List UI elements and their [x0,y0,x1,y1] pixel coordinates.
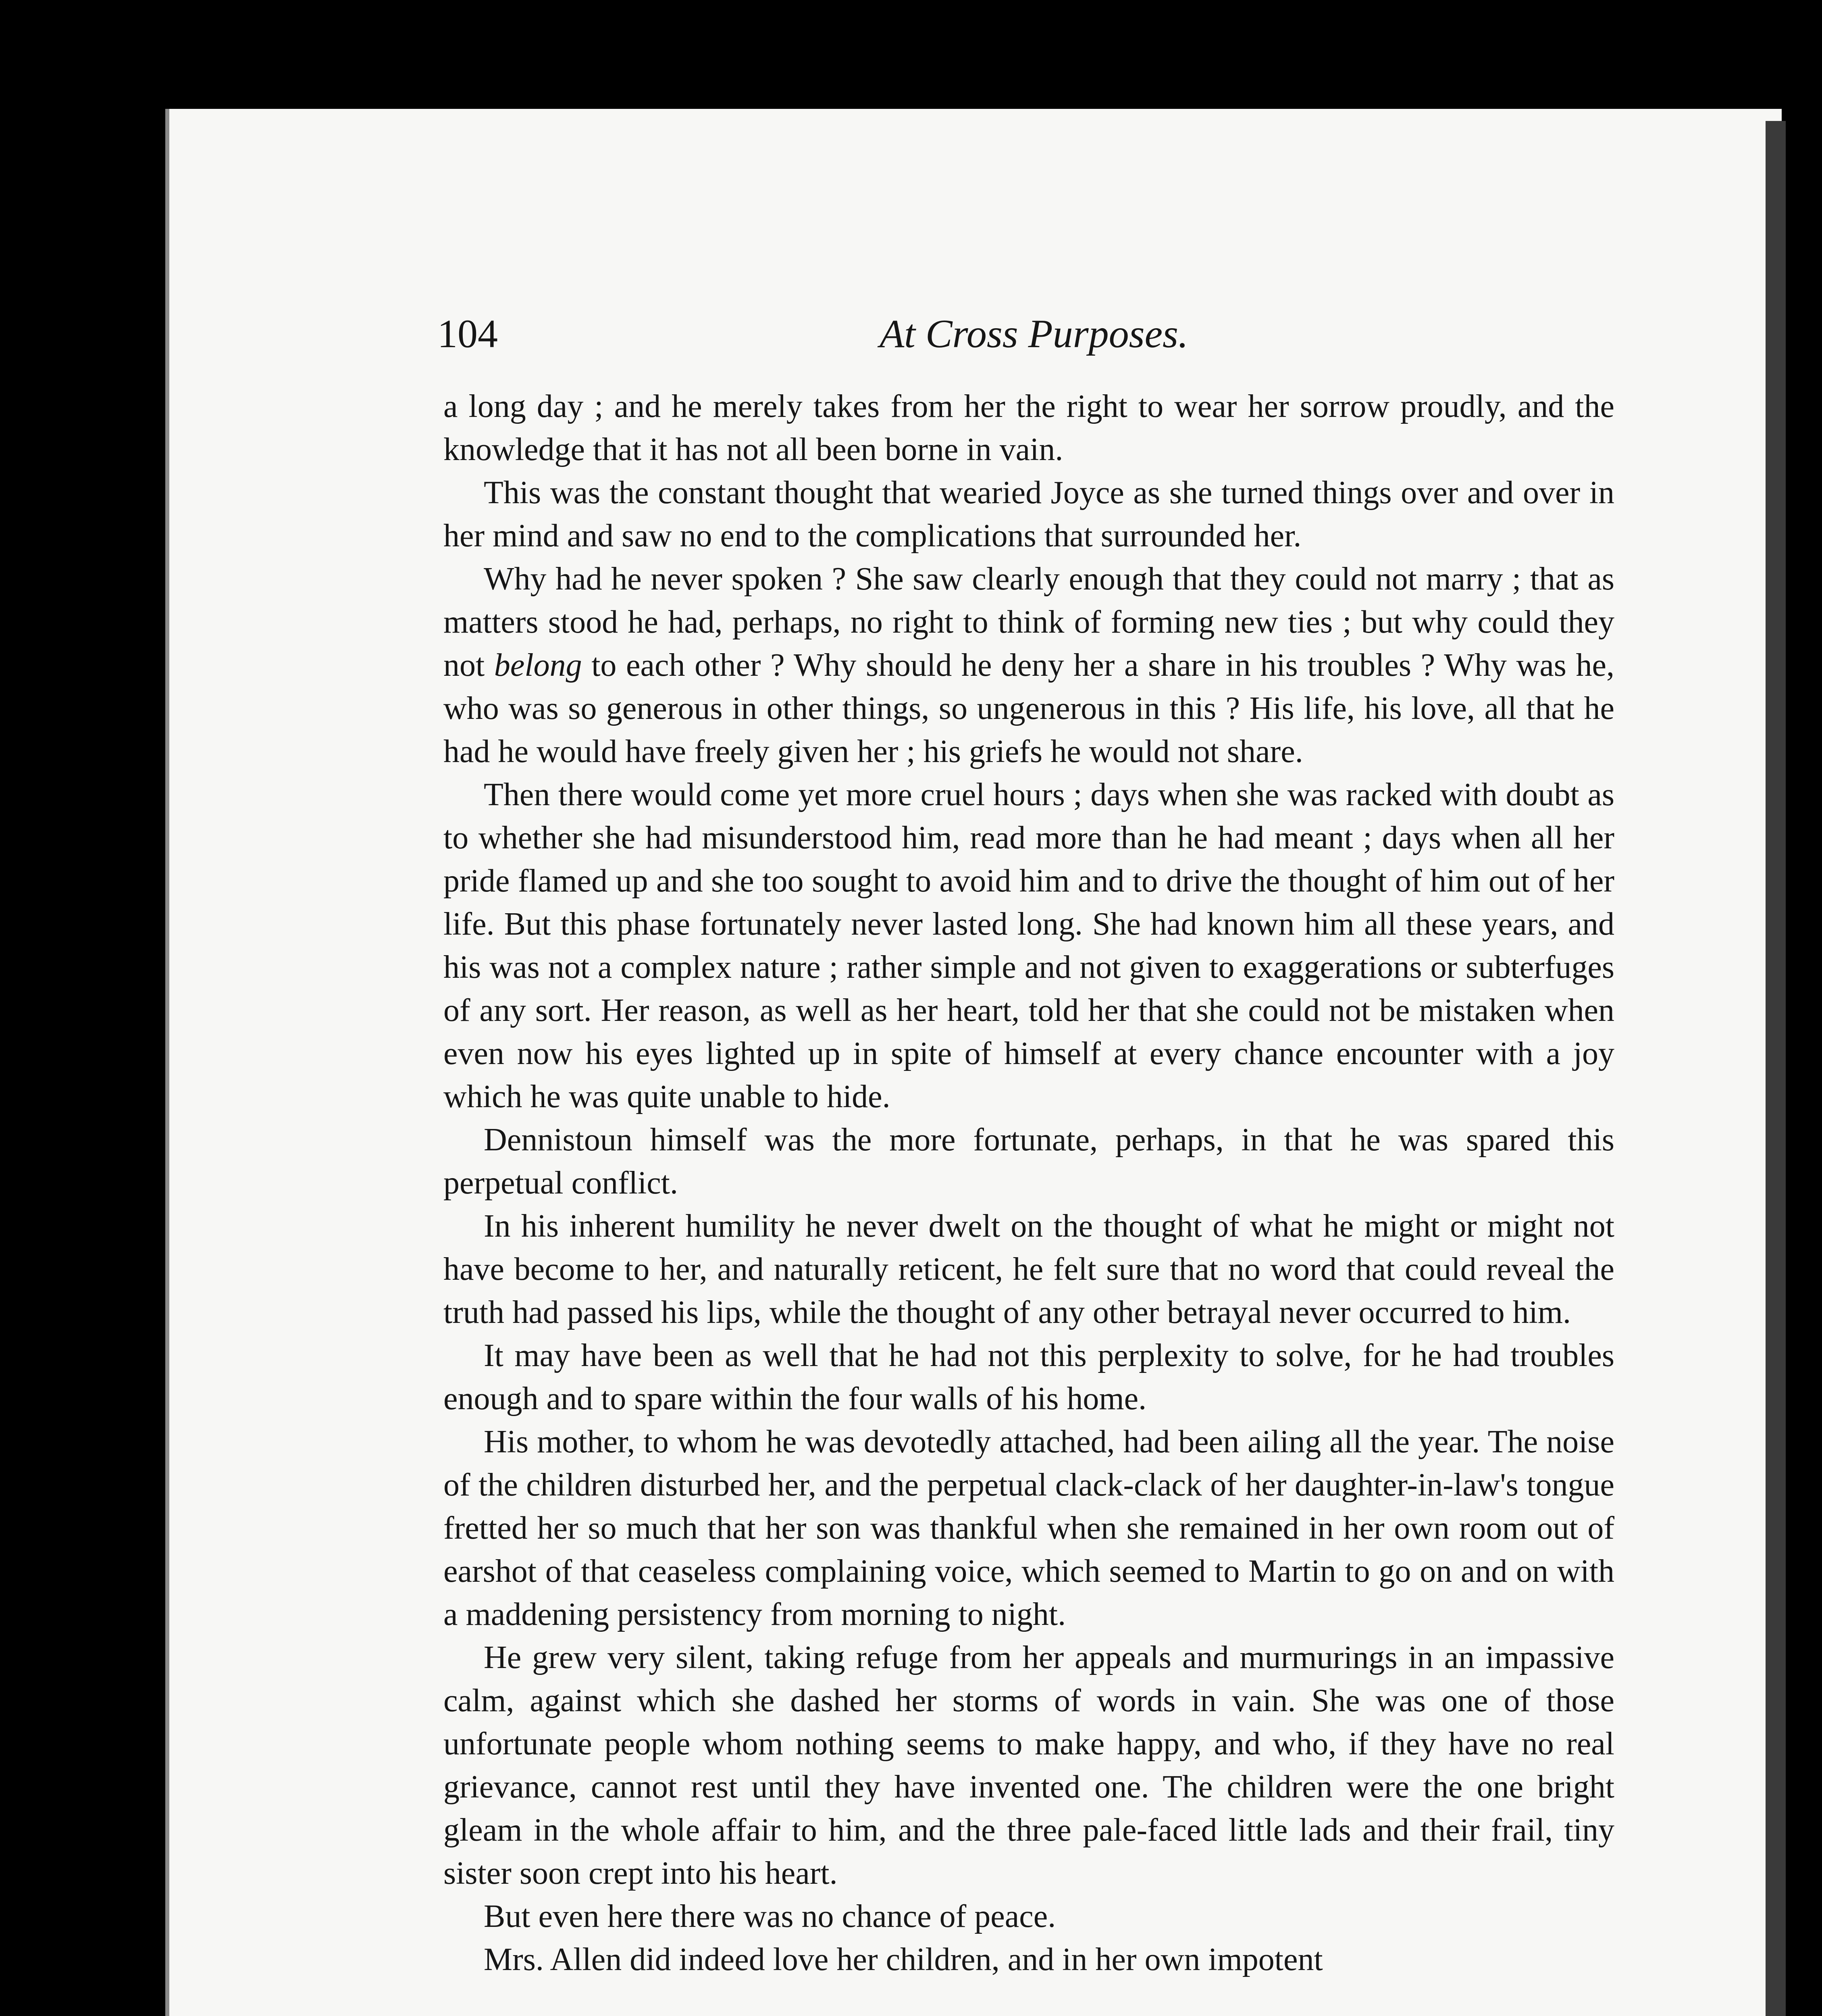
page-header [437,310,1631,363]
text-segment: But even here there was no chance of peace. [484,1899,1056,1934]
text-segment: It may have been as well that he had not this perplexity to solve, for he had troubles enough and to spare within the four walls of his home. [443,1338,1614,1416]
text-segment: His mother, to whom he was devotedly attached, had been ailing all the year. The noise of the children disturbed her, and the perpetual clack-clack of her daughter-in-law's tongue fretted her so much that her son was thankful when she remained in her own room out of earshot of that ceaseless complaining voice, which seemed to Martin to go on and on with a maddening persistency from morning to night. [443,1424,1614,1632]
text-segment: to each other ? Why should he deny her a share in his troubles ? Why was he, who was so generous in other things, so ungenerous in this ? His life, his love, all that he had he would have freely given her ; his griefs he would not share. [443,648,1614,769]
text-segment: In his inherent humility he never dwelt on the thought of what he might or might not have become to her, and naturally reticent, he felt sure that no word that could reveal the truth had passed his lips, while the thought of any other betrayal never occurred to him. [443,1208,1614,1330]
paragraph [443,1205,1614,1334]
text-segment: Dennistoun himself was the more fortunate, perhaps, in that he was spared this perpetual conflict. [443,1122,1614,1201]
text-segment: Why had he never spoken ? She saw clearly enough that they could not marry ; that as matters stood he had, perhaps, no right to think of forming new ties ; but why could they not [443,561,1614,683]
paragraph [443,385,1614,471]
paragraph [443,1938,1614,1981]
paragraph [443,471,1614,558]
body-text [443,385,1614,1981]
paragraph [443,558,1614,773]
paragraph [443,1420,1614,1636]
text-segment: This was the constant thought that wearied Joyce as she turned things over and over in her mind and saw no end to the complications that surrounded her. [443,475,1614,554]
paragraph [443,1334,1614,1420]
text-segment: Mrs. Allen did indeed love her children, and in her own impotent [484,1942,1323,1977]
running-title: At Cross Purposes. [880,311,1188,356]
paragraph [443,1636,1614,1895]
italic-text: belong [494,648,582,683]
page-edge-shadow [1766,121,1786,2016]
paragraph [443,1118,1614,1205]
paragraph [443,1895,1614,1938]
text-segment: He grew very silent, taking refuge from her appeals and murmurings in an impassive calm, against which she dashed her storms of words in vain. She was one of those unfortunate people whom nothing seems to make happy, and who, if they have no real grievance, cannot rest until they have invented one. The children were the one bright gleam in the whole affair to him, and the three pale-faced little lads and their frail, tiny sister soon crept into his heart. [443,1640,1614,1891]
text-segment: a long day ; and he merely takes from her the right to wear her sorrow proudly, and the knowledge that it has not all been borne in vain. [443,389,1614,467]
paragraph [443,773,1614,1118]
page-number: 104 [437,311,498,356]
text-segment: Then there would come yet more cruel hours ; days when she was racked with doubt as to whether she had misunderstood him, read more than he had meant ; days when all her pride flamed up and she too sought to avoid him and to drive the thought of him out of her life. But this phase fortunately never lasted long. She had known him all these years, and his was not a complex nature ; rather simple and not given to exaggerations or subterfuges of any sort. Her reason, as well as her heart, told her that she could not be mistaken when even now his eyes lighted up in spite of himself at every chance encounter with a joy which he was quite unable to hide. [443,777,1614,1114]
